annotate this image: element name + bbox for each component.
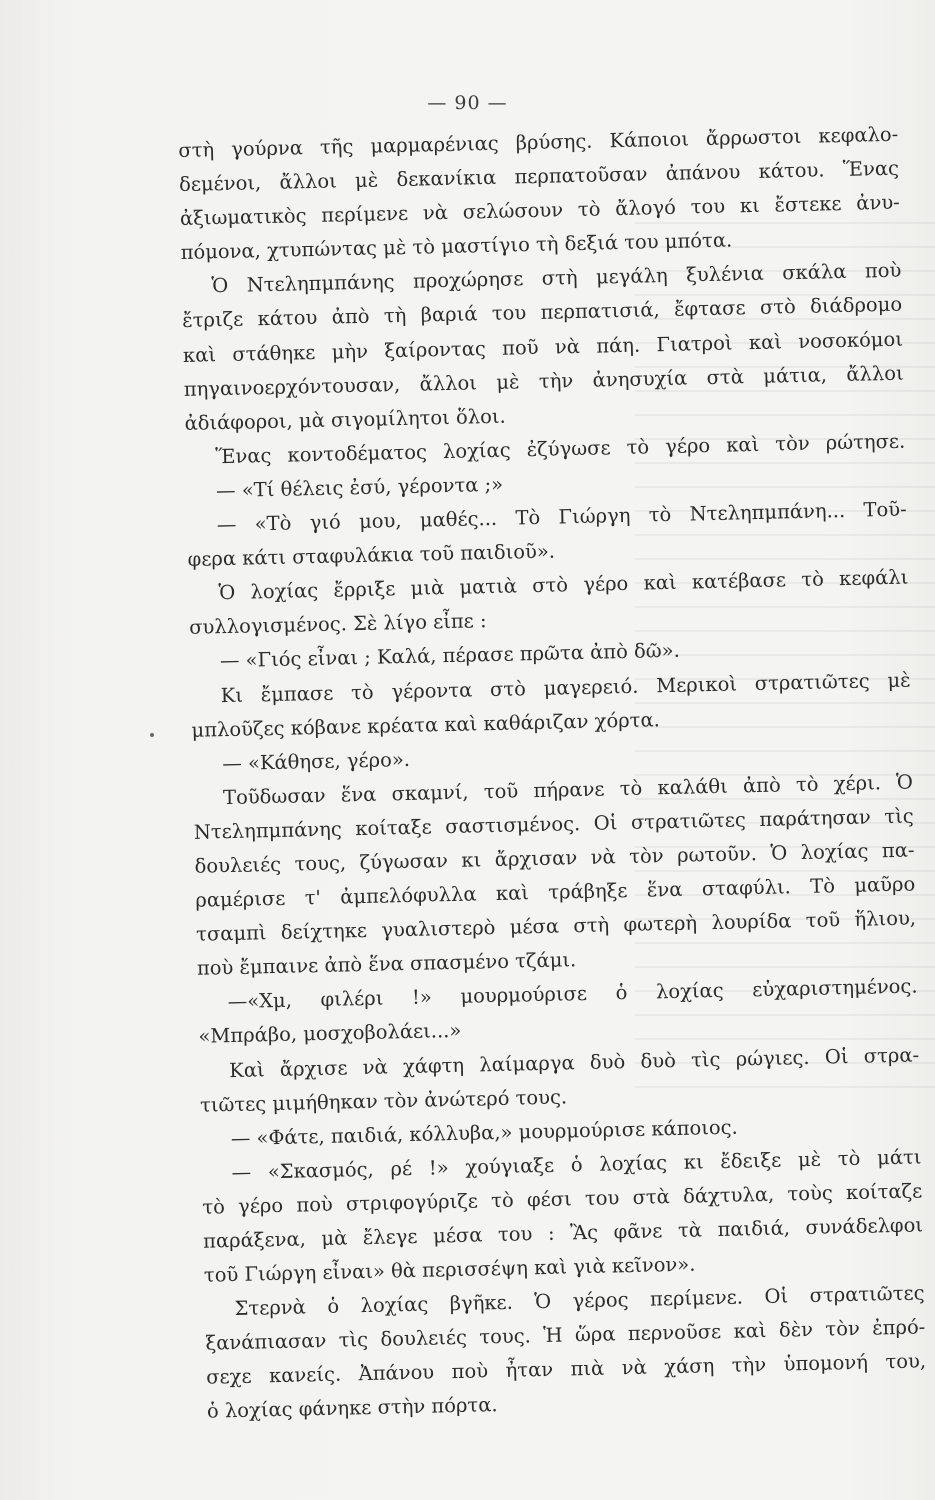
text-line: παράξενα, μὰ ἔλεγε μέσα του : Ἂς φᾶνε τὰ παιδιά, συνάδελφοι — [202, 1213, 924, 1253]
text-line: — «Τί θέλεις ἐσύ, γέροντα ;» — [215, 472, 504, 503]
text-line: δεμένοι, ἄλλοι μὲ δεκανίκια περπατοῦσαν ἀπάνου κάτου. Ἕνας — [178, 156, 900, 197]
text-line: φερα κάτι σταφυλάκια τοῦ παιδιοῦ». — [187, 539, 556, 572]
text-line: ξανάπιασαν τὶς δουλειές τους. Ἡ ὥρα περνοῦσε καὶ δὲν τὸν ἐπρό- — [205, 1315, 926, 1355]
text-line: — «Κάθησε, γέρο». — [222, 747, 411, 775]
text-line: καὶ στάθηκε μὴν ξαίροντας ποῦ νὰ πάη. Γιατροὶ καὶ νοσοκόμοι — [182, 327, 904, 367]
text-line: σεχε κανείς. Ἀπάνου ποὺ ἦταν πιὰ νὰ χάση τὴν ὑπομονή του, — [205, 1349, 927, 1390]
text-line: συλλογισμένος. Σὲ λίγο εἶπε : — [188, 609, 487, 640]
text-line: — «Σκασμός, ρέ !» χούγιαξε ὁ λοχίας κι ἔδειξε μὲ τὸ μάτι — [231, 1145, 922, 1184]
text-line: — «Γιός εἶναι ; Καλά, πέρασε πρῶτα ἀπὸ δῶ». — [219, 639, 681, 673]
text-line: Κι ἔμπασε τὸ γέροντα στὸ μαγερειό. Μερικοὶ στρατιῶτες μὲ — [220, 668, 911, 707]
text-line: ἔτριζε κάτου ἀπὸ τὴ βαριά του περπατισιά, ἔφτασε στὸ διάδρομο — [181, 293, 903, 333]
text-line: — «Τὸ γιό μου, μαθές... Τὸ Γιώργη τὸ Ντεληπμπάνη... Τοῦ- — [216, 497, 907, 537]
text-line: πηγαινοερχόντουσαν, ἄλλοι μὲ τὴν ἀνησυχία στὰ μάτια, ἄλλοι — [183, 361, 904, 401]
text-line: ἀδιάφοροι, μὰ σιγομίλητοι ὅλοι. — [184, 404, 506, 435]
text-line: Τοῦδωσαν ἕνα σκαμνί, τοῦ πήρανε τὸ καλάθι ἀπὸ τὸ χέρι. Ὁ — [222, 770, 914, 809]
text-line: δουλειές τους, ζύγωσαν κι ἄρχισαν νὰ τὸν ρωτοῦν. Ὁ λοχίας πα- — [194, 838, 915, 878]
ink-spot — [150, 733, 154, 737]
text-line: μπλοῦζες κόβανε κρέατα καὶ καθάριζαν χόρτα. — [191, 707, 661, 742]
text-line: πόμονα, χτυπώντας μὲ τὸ μαστίγιο τὴ δεξιά του μπότα. — [180, 228, 733, 265]
text-line: τοῦ Γιώργη εἶναι» θὰ περισσέψη καὶ γιὰ κεῖνον». — [203, 1252, 696, 1287]
text-line: Στερνὰ ὁ λοχίας βγῆκε. Ὁ γέρος περίμενε. Οἱ στρατιῶτες — [234, 1281, 925, 1321]
text-line: τὸ γέρο ποὺ στριφογύριζε τὸ φέσι του στὰ δάχτυλα, τοὺς κοίταζε — [202, 1179, 923, 1219]
text-line: — «Φάτε, παιδιά, κόλλυβα,» μουρμούρισε κάποιος. — [230, 1115, 738, 1150]
text-line: Ἕνας κοντοδέματος λοχίας ἐζύγωσε τὸ γέρο καὶ τὸν ρώτησε. — [215, 429, 906, 469]
text-line: ποὺ ἔμπαινε ἀπὸ ἕνα σπασμένο τζάμι. — [196, 948, 577, 981]
text-line: τιῶτες μιμήθηκαν τὸν ἀνώτερό τους. — [199, 1085, 568, 1117]
page-number: — 90 — — [427, 92, 508, 114]
text-line: ἀξιωματικὸς περίμενε νὰ σελώσουν τὸ ἄλογό του κι ἔστεκε ἀνυ- — [179, 190, 900, 231]
text-line: Ντεληπμπάνης κοίταξε σαστισμένος. Οἱ στρατιῶτες παράτησαν τὶς — [193, 804, 914, 844]
text-line: —«Χμ, φιλέρι !» μουρμούρισε ὁ λοχίας εὐχαριστημένος. — [227, 974, 918, 1014]
text-line: Ὁ λοχίας ἔρριξε μιὰ ματιὰ στὸ γέρο καὶ κατέβασε τὸ κεφάλι — [218, 565, 909, 605]
text-line: Καὶ ἄρχισε νὰ χάφτη λαίμαργα δυὸ δυὸ τὶς ρώγιες. Οἱ στρα- — [228, 1042, 920, 1082]
text-line: ραμέρισε τ' ἀμπελόφυλλα καὶ τράβηξε ἕνα σταφύλι. Τὸ μαῦρο — [195, 872, 916, 912]
text-line: στὴ γούρνα τῆς μαρμαρένιας βρύσης. Κάποιοι ἄρρωστοι κεφαλο- — [178, 122, 899, 162]
body-text — [178, 118, 927, 1430]
text-line: «Μπράβο, μοσχοβολάει...» — [198, 1019, 462, 1049]
text-line: ὁ λοχίας φάνηκε στὴν πόρτα. — [206, 1393, 498, 1424]
text-line: Ὁ Ντεληπμπάνης προχώρησε στὴ μεγάλη ξυλένια σκάλα ποὺ — [211, 259, 902, 298]
text-line: τσαμπὶ δείχτηκε γυαλιστερὸ μέσα στὴ φωτερὴ λουρίδα τοῦ ἥλιου, — [195, 906, 917, 946]
